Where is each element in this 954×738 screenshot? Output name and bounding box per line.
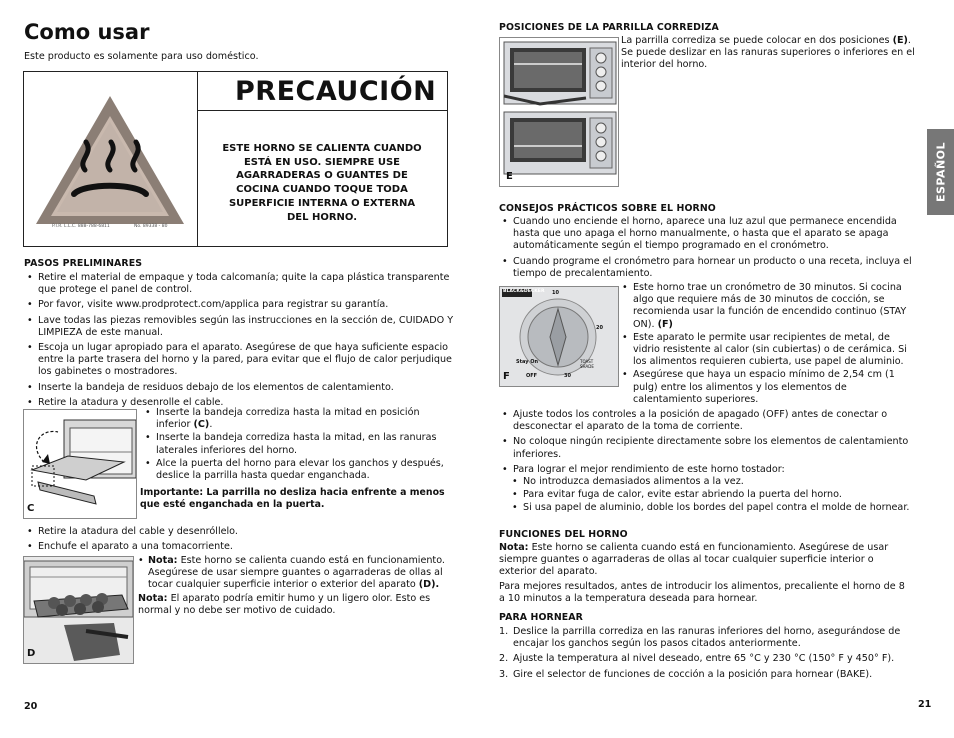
functions-heading: FUNCIONES DEL HORNO xyxy=(499,529,628,540)
caution-box xyxy=(23,71,448,247)
warning-label-code-left: P.I.R. L.L.C. 888-788-6811 xyxy=(52,224,110,229)
language-tab-label: ESPAÑOL xyxy=(934,141,947,203)
list-item: • Inserte la bandeja de residuos debajo de los elementos de calentamiento. xyxy=(24,382,454,394)
list-item: • Para lograr el mejor rendimiento de este horno tostador: xyxy=(499,464,913,476)
timer-list xyxy=(619,282,911,407)
list-item: • No coloque ningún recipiente directamente sobre los elementos de calentamiento inferiores. xyxy=(499,436,913,460)
figure-f-image xyxy=(499,286,619,387)
dial-stay-on: Stay On xyxy=(516,359,539,365)
prelim-list-2 xyxy=(24,526,444,556)
tips-list xyxy=(499,216,917,283)
dial-mark-20: 20 xyxy=(596,325,603,331)
list-item: • Inserte la bandeja corrediza hasta la mitad en posición inferior (C). xyxy=(142,407,450,431)
dial-off: OFF xyxy=(526,373,538,379)
page-number-right: 21 xyxy=(918,699,932,710)
dial-toast-shade: TOAST SHADE xyxy=(580,359,594,369)
timer-dial-illustration xyxy=(500,287,618,386)
figure-c-label: C xyxy=(27,503,35,514)
list-item: • Este aparato le permite usar recipientes de metal, de vidrio resistente al calor (sin cubiertas) o de cerámica. Si los alimentos requieren cubierta, use papel de aluminio. xyxy=(619,332,911,369)
list-item: • Para evitar fuga de calor, evite estar abriendo la puerta del horno. xyxy=(509,489,913,501)
tips-list-2 xyxy=(499,409,913,479)
note-smoke: Nota: El aparato podría emitir humo y un ligero olor. Esto es normal y no debe ser motivo de cuidado. xyxy=(138,593,431,617)
list-item: • Escoja un lugar apropiado para el aparato. Asegúrese de que haya suficiente espacio entre la parte trasera del horno y la pared, para evitar que el flujo de calor perjudique los gabinetes o mostradores. xyxy=(24,342,454,379)
list-item: 1. Deslice la parrilla corrediza en las ranuras inferiores del horno, asegurándose de encajar los ganchos según los pasos citados anteriormente. xyxy=(499,626,901,650)
tips-heading: CONSEJOS PRÁCTICOS SOBRE EL HORNO xyxy=(499,203,716,214)
list-item: • Si usa papel de aluminio, doble los bordes del papel contra el molde de hornear. xyxy=(509,502,913,514)
bake-steps xyxy=(499,626,911,684)
list-item: • Enchufe el aparato a una tomacorriente. xyxy=(24,541,444,553)
page-subtitle: Este producto es solamente para uso doméstico. xyxy=(24,51,259,62)
figure-c-image xyxy=(23,409,137,519)
page-number-left: 20 xyxy=(24,701,38,712)
list-item: • Por favor, visite www.prodprotect.com/applica para registrar su garantía. xyxy=(24,299,454,311)
language-side-tab xyxy=(927,129,954,215)
prelim-heading: PASOS PRELIMINARES xyxy=(24,258,143,269)
rack-text: La parrilla corrediza se puede colocar en dos posiciones (E). Se puede deslizar en las ranuras superiores o inferiores en el interior del horno. xyxy=(621,35,915,71)
oven-rack-insert-illustration xyxy=(24,410,136,518)
list-item: • Este horno trae un cronómetro de 30 minutos. Si cocina algo que requiere más de 30 minutos de cocción, se recomienda usar la función de encendido continuo (STAY ON). (F) xyxy=(619,282,911,331)
figure-c-steps xyxy=(142,407,450,483)
functions-note: Nota: Este horno se calienta cuando está en funcionamiento. Asegúrese de usar siempre guantes o agarraderas de ollas al tocar cualquier superficie interior o exterior del aparato. xyxy=(499,542,889,578)
list-item: 3. Gire el selector de funciones de cocción a la posición para hornear (BAKE). xyxy=(499,668,873,680)
figure-e-image xyxy=(499,37,619,187)
oven-with-food-tray-illustration xyxy=(24,557,133,663)
list-item: • Alce la puerta del horno para elevar los ganchos y después, deslice la parrilla hasta quedar enganchada. xyxy=(142,458,450,482)
list-item: • Retire la atadura del cable y desenróllelo. xyxy=(24,526,444,538)
figure-e-label: E xyxy=(506,171,513,182)
figure-d-label: D xyxy=(27,648,36,659)
rack-heading: POSICIONES DE LA PARRILLA CORREDIZA xyxy=(499,22,719,33)
rack-positions-illustration xyxy=(500,38,618,186)
list-item: 2. Ajuste la temperatura al nivel deseado, entre 65 °C y 230 °C (150° F y 450° F). xyxy=(499,653,895,665)
bake-heading: PARA HORNEAR xyxy=(499,612,583,623)
page-title: Como usar xyxy=(24,20,150,44)
caution-heading: PRECAUCIÓN xyxy=(235,76,437,107)
dial-brand: BLACK&DECKER xyxy=(503,289,545,294)
list-item: • Ajuste todos los controles a la posición de apagado (OFF) antes de conectar o desconectar el aparato de la toma de corriente. xyxy=(499,409,913,433)
tips-sublist xyxy=(509,476,913,516)
dial-mark-10: 10 xyxy=(552,290,559,296)
figure-d-image xyxy=(23,556,134,664)
list-item: • Lave todas las piezas removibles según las instrucciones en la sección de, CUIDADO Y LIMPIEZA de este manual. xyxy=(24,315,454,339)
list-item: • Cuando programe el cronómetro para hornear un producto o una receta, incluya el tiempo de precalentamiento. xyxy=(499,256,917,280)
list-item: • Cuando uno enciende el horno, aparece una luz azul que permanece encendida hasta que uno apaga el horno manualmente, o hasta que el aparato se apaga automáticamente según el tiempo programado en el cronómetro. xyxy=(499,216,917,253)
list-item: • Asegúrese que haya un espacio mínimo de 2,54 cm (1 pulg) entre los alimentos y los elementos de calentamiento superiores. xyxy=(619,369,911,406)
list-item: • No introduzca demasiados alimentos a la vez. xyxy=(509,476,913,488)
list-item: • Retire el material de empaque y toda calcomanía; quite la capa plástica transparente que protege el panel de control. xyxy=(24,272,454,296)
note-d: • Nota: Este horno se calienta cuando está en funcionamiento. Asegúrese de usar siempre guantes o agarraderas de ollas al tocar cualquier superficie interior o exterior del aparato (D). xyxy=(138,555,445,591)
warning-label-code-right: No. 89338 - 80 xyxy=(134,224,168,229)
caution-icon-panel xyxy=(24,72,198,246)
list-item: • Inserte la bandeja corrediza hasta la mitad, en las ranuras laterales inferiores del horno. xyxy=(142,432,450,456)
important-note: Importante: La parrilla no desliza hacia enfrente a menos que esté enganchada en la puerta. xyxy=(140,487,445,510)
caution-text: ESTE HORNO SE CALIENTA CUANDO ESTÁ EN USO. SIEMPRE USE AGARRADERAS O GUANTES DE COCINA CUANDO TOQUE TODA SUPERFICIE INTERNA O EXTERNA DEL HORNO. xyxy=(222,143,422,223)
list-item: • Retire la atadura y desenrolle el cable. xyxy=(24,397,454,409)
hot-surface-warning-icon xyxy=(24,72,197,246)
figure-f-label: F xyxy=(503,371,510,382)
dial-mark-30: 30 xyxy=(564,373,571,379)
prelim-list xyxy=(24,272,454,412)
functions-para: Para mejores resultados, antes de introducir los alimentos, precaliente el horno de 8 a 10 minutos a la temperatura deseada para hornear. xyxy=(499,581,905,605)
